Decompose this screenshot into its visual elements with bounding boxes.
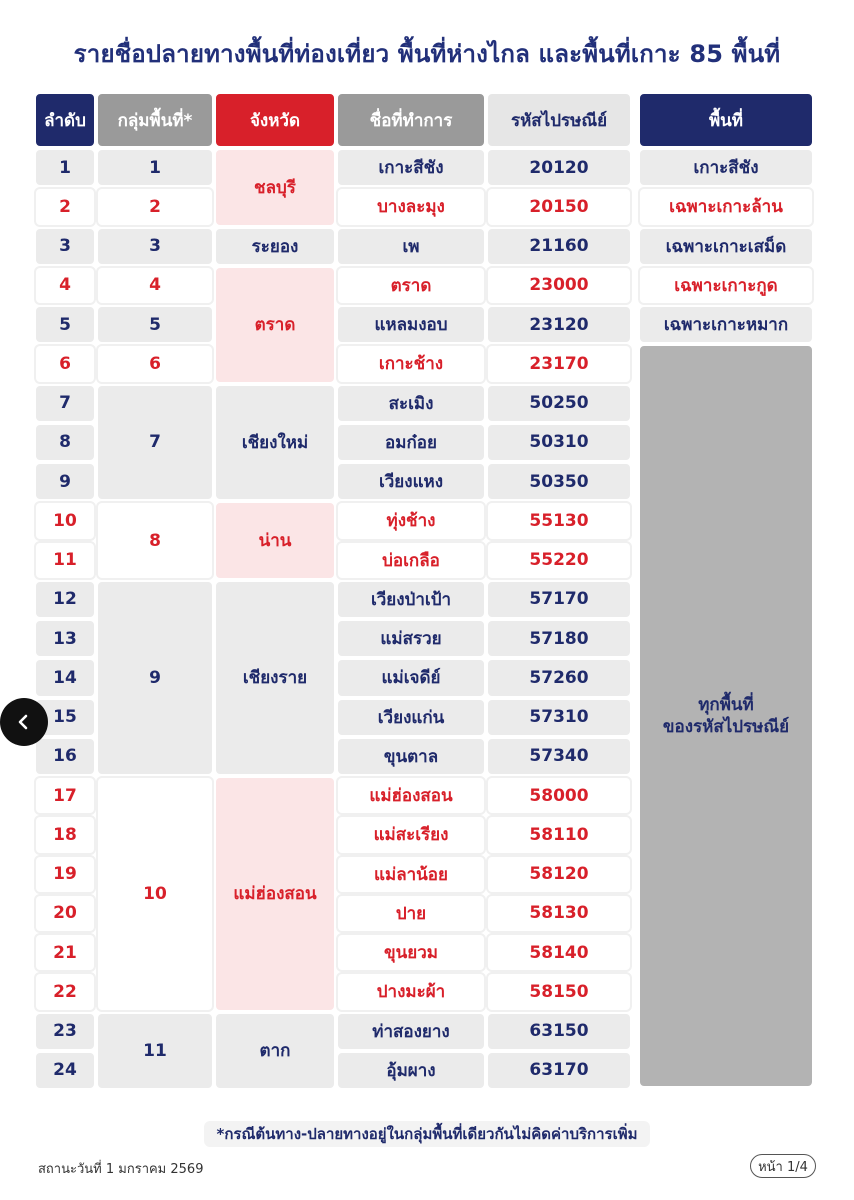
- row-office: บ่อเกลือ: [336, 541, 486, 580]
- province-cell: ระยอง: [214, 227, 336, 266]
- row-seq: 13: [34, 619, 96, 658]
- row-seq: 24: [34, 1051, 96, 1090]
- row-office: ท่าสองยาง: [336, 1012, 486, 1051]
- group-cell: 11: [96, 1012, 214, 1091]
- page-indicator: หน้า 1/4: [750, 1154, 816, 1178]
- chevron-left-icon: [16, 714, 32, 730]
- row-seq: 22: [34, 972, 96, 1011]
- row-office: แม่สรวย: [336, 619, 486, 658]
- row-office: เกาะสีชัง: [336, 148, 486, 187]
- header-office: ชื่อที่ทำการ: [336, 92, 486, 148]
- destination-table: [34, 92, 814, 1096]
- area-cell: เฉพาะเกาะเสม็ด: [638, 227, 814, 266]
- row-postcode: 50250: [486, 384, 632, 423]
- province-cell: ตาก: [214, 1012, 336, 1091]
- row-seq: 6: [34, 344, 96, 383]
- row-postcode: 23000: [486, 266, 632, 305]
- row-postcode: 23120: [486, 305, 632, 344]
- row-office: เวียงแหง: [336, 462, 486, 501]
- province-cell: เชียงราย: [214, 580, 336, 776]
- page-title: รายชื่อปลายทางพื้นที่ท่องเที่ยว พื้นที่ห่างไกล และพื้นที่เกาะ 85 พื้นที่: [73, 40, 781, 68]
- row-seq: 3: [34, 227, 96, 266]
- row-seq: 20: [34, 894, 96, 933]
- province-cell: ตราด: [214, 266, 336, 384]
- area-all-line2: ของรหัสไปรษณีย์: [662, 717, 790, 738]
- status-date: สถานะวันที่ 1 มกราคม 2569: [38, 1162, 204, 1177]
- header-province: จังหวัด: [214, 92, 336, 148]
- row-postcode: 50310: [486, 423, 632, 462]
- group-cell: 3: [96, 227, 214, 266]
- group-cell: 9: [96, 580, 214, 776]
- row-office: อมก๋อย: [336, 423, 486, 462]
- area-cell: เกาะสีชัง: [638, 148, 814, 187]
- area-cell: เฉพาะเกาะล้าน: [638, 187, 814, 226]
- area-cell: เฉพาะเกาะหมาก: [638, 305, 814, 344]
- row-office: แม่เจดีย์: [336, 658, 486, 697]
- row-seq: 2: [34, 187, 96, 226]
- province-cell: แม่ฮ่องสอน: [214, 776, 336, 1012]
- row-office: เพ: [336, 227, 486, 266]
- row-postcode: 58150: [486, 972, 632, 1011]
- header-seq: ลำดับ: [34, 92, 96, 148]
- row-postcode: 57170: [486, 580, 632, 619]
- row-seq: 14: [34, 658, 96, 697]
- row-seq: 5: [34, 305, 96, 344]
- row-postcode: 20150: [486, 187, 632, 226]
- area-all-postcodes: [638, 344, 814, 1088]
- group-cell: 1: [96, 148, 214, 187]
- area-all-line1: ทุกพื้นที่: [698, 695, 754, 716]
- group-cell: 5: [96, 305, 214, 344]
- group-cell: 4: [96, 266, 214, 305]
- row-seq: 12: [34, 580, 96, 619]
- row-seq: 7: [34, 384, 96, 423]
- group-cell: 10: [96, 776, 214, 1012]
- row-postcode: 58140: [486, 933, 632, 972]
- row-office: แม่ลาน้อย: [336, 855, 486, 894]
- row-postcode: 57260: [486, 658, 632, 697]
- row-office: แหลมงอบ: [336, 305, 486, 344]
- row-seq: 21: [34, 933, 96, 972]
- row-postcode: 20120: [486, 148, 632, 187]
- row-postcode: 21160: [486, 227, 632, 266]
- row-office: เวียงแก่น: [336, 698, 486, 737]
- row-seq: 4: [34, 266, 96, 305]
- row-postcode: 58110: [486, 815, 632, 854]
- footnote: *กรณีต้นทาง-ปลายทางอยู่ในกลุ่มพื้นที่เดียวกันไม่คิดค่าบริการเพิ่ม: [0, 1122, 854, 1146]
- row-postcode: 63150: [486, 1012, 632, 1051]
- row-seq: 18: [34, 815, 96, 854]
- row-postcode: 50350: [486, 462, 632, 501]
- row-office: ปาย: [336, 894, 486, 933]
- province-cell: ชลบุรี: [214, 148, 336, 227]
- row-seq: 17: [34, 776, 96, 815]
- row-office: เกาะช้าง: [336, 344, 486, 383]
- group-cell: 7: [96, 384, 214, 502]
- row-office: บางละมุง: [336, 187, 486, 226]
- row-postcode: 58120: [486, 855, 632, 894]
- row-seq: 16: [34, 737, 96, 776]
- row-office: ตราด: [336, 266, 486, 305]
- header-group: กลุ่มพื้นที่*: [96, 92, 214, 148]
- row-seq: 1: [34, 148, 96, 187]
- previous-page-button[interactable]: [0, 698, 48, 746]
- row-seq: 19: [34, 855, 96, 894]
- row-postcode: 57340: [486, 737, 632, 776]
- row-postcode: 57310: [486, 698, 632, 737]
- row-office: เวียงป่าเป้า: [336, 580, 486, 619]
- row-seq: 23: [34, 1012, 96, 1051]
- row-postcode: 57180: [486, 619, 632, 658]
- row-postcode: 58130: [486, 894, 632, 933]
- row-office: แม่สะเรียง: [336, 815, 486, 854]
- row-postcode: 63170: [486, 1051, 632, 1090]
- row-seq: 11: [34, 541, 96, 580]
- row-postcode: 23170: [486, 344, 632, 383]
- row-postcode: 55220: [486, 541, 632, 580]
- group-cell: 6: [96, 344, 214, 383]
- header-postcode: รหัสไปรษณีย์: [486, 92, 632, 148]
- group-cell: 2: [96, 187, 214, 226]
- row-office: ปางมะผ้า: [336, 972, 486, 1011]
- row-office: อุ้มผาง: [336, 1051, 486, 1090]
- province-cell: เชียงใหม่: [214, 384, 336, 502]
- province-cell: น่าน: [214, 501, 336, 580]
- row-seq: 10: [34, 501, 96, 540]
- header-area: พื้นที่: [638, 92, 814, 148]
- row-office: สะเมิง: [336, 384, 486, 423]
- area-cell: เฉพาะเกาะกูด: [638, 266, 814, 305]
- row-office: ทุ่งช้าง: [336, 501, 486, 540]
- row-seq: 9: [34, 462, 96, 501]
- row-office: ขุนตาล: [336, 737, 486, 776]
- row-seq: 8: [34, 423, 96, 462]
- group-cell: 8: [96, 501, 214, 580]
- row-postcode: 55130: [486, 501, 632, 540]
- row-seq: 15: [34, 698, 96, 737]
- row-office: แม่ฮ่องสอน: [336, 776, 486, 815]
- row-postcode: 58000: [486, 776, 632, 815]
- row-office: ขุนยวม: [336, 933, 486, 972]
